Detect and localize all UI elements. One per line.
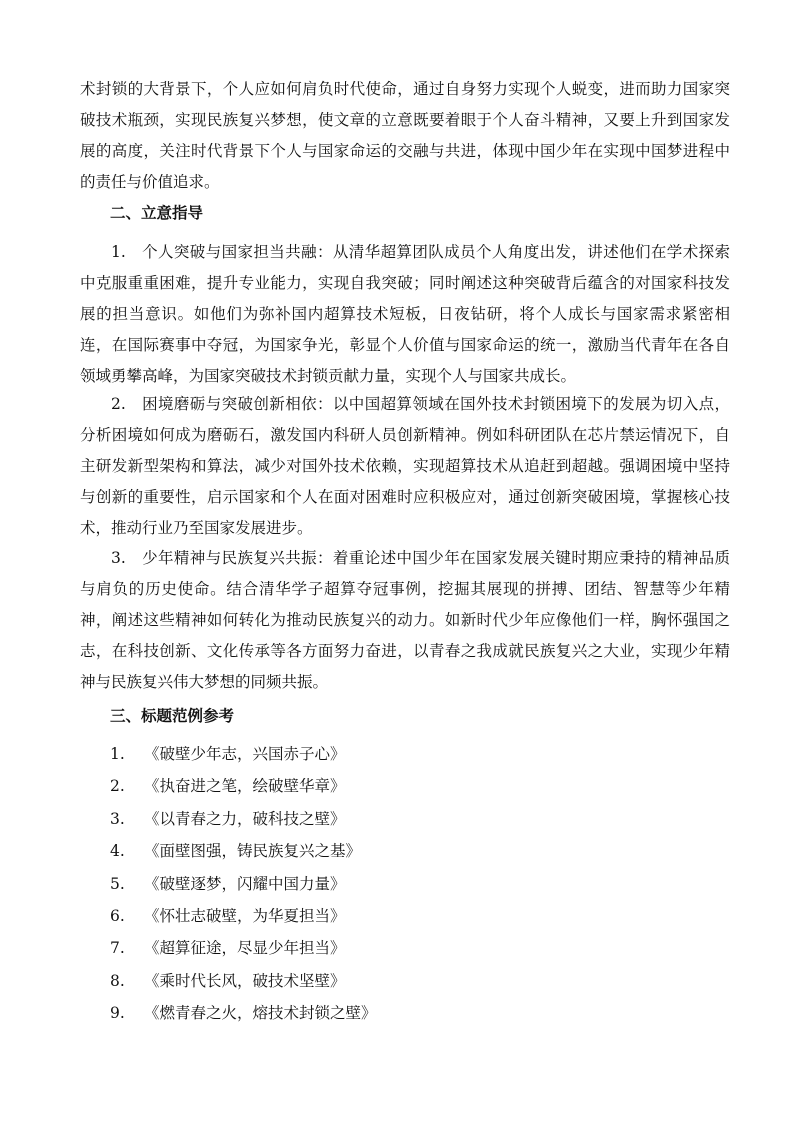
list-item-text: 《怀壮志破壁，为华夏担当》 [144,906,346,925]
list-item-number: 5. [110,874,125,893]
list-item [110,997,377,1029]
list-item-text: 《执奋进之笔，绘破壁华章》 [144,777,346,796]
guidance-item-2: 2. 困境磨砺与突破创新相依：以中国超算领域在国外技术封锁困境下的发展为切入点，分析困境如何成为磨砺石，激发国内科研人员创新精神。例如科研团队在芯片禁运情况下，自主研发新型架构和算法，减少对国外技术依赖，实现超算技术从追赶到超越。强调困境中坚持与创新的重要性，启示国家和个人在面对困难时应积极应对，通过创新突破困境，掌握核心技术，推动行业乃至国家发展进步。 [80,395,730,537]
title-examples-list [110,738,377,1030]
list-item [110,770,377,802]
section-heading-guidance: 二、立意指导 [110,204,204,222]
list-item-text: 《破壁逐梦，闪耀中国力量》 [144,874,346,893]
list-item-number: 4. [110,842,125,861]
list-item-text: 《破壁少年志，兴国赤子心》 [144,745,346,763]
list-item-number: 8. [110,971,125,990]
list-item-text: 《超算征途，尽显少年担当》 [144,939,346,958]
list-item-text: 《燃青春之火，熔技术封锁之壁》 [144,1004,377,1023]
list-item-number: 9. [110,1004,125,1023]
list-item [110,868,377,900]
list-item [110,932,377,964]
list-item [110,835,377,867]
list-item [110,738,377,770]
list-item-text: 《面壁图强，铸民族复兴之基》 [144,842,362,861]
guidance-item-1: 1. 个人突破与国家担当共融：从清华超算团队成员个人角度出发，讲述他们在学术探索中克服重重困难，提升专业能力，实现自我突破；同时阐述这种突破背后蕴含的对国家科技发展的担当意识。如他们为弥补国内超算技术短板，日夜钻研，将个人成长与国家需求紧密相连，在国际赛事中夺冠，为国家争光，彰显个人价值与国家命运的统一，激励当代青年在各自领域勇攀高峰，为国家突破技术封锁贡献力量，实现个人与国家共成长。 [80,243,730,385]
list-item [110,803,377,835]
list-item-number: 2. [110,777,125,796]
list-item [110,965,377,997]
list-item-number: 7. [110,939,125,958]
list-item-text: 《以青春之力，破科技之壁》 [144,809,346,828]
list-item-number: 1. [110,745,125,763]
list-item-number: 6. [110,906,125,925]
list-item-text: 《乘时代长风，破技术坚壁》 [144,971,346,990]
list-item [110,900,377,932]
guidance-item-3: 3. 少年精神与民族复兴共振：着重论述中国少年在国家发展关键时期应秉持的精神品质与肩负的历史使命。结合清华学子超算夺冠事例，挖掘其展现的拼搏、团结、智慧等少年精神，阐述这些精神如何转化为推动民族复兴的动力。如新时代少年应像他们一样，胸怀强国之志，在科技创新、文化传承等各方面努力奋进，以青春之我成就民族复兴之大业，实现少年精神与民族复兴伟大梦想的同频共振。 [80,549,730,691]
list-item-number: 3. [110,809,125,828]
section-heading-title-examples: 三、标题范例参考 [110,707,235,725]
intro-paragraph: 术封锁的大背景下，个人应如何肩负时代使命，通过自身努力实现个人蜕变，进而助力国家突破技术瓶颈，实现民族复兴梦想，使文章的立意既要着眼于个人奋斗精神，又要上升到国家发展的高度，关注时代背景下个人与国家命运的交融与共进，体现中国少年在实现中国梦进程中的责任与价值追求。 [80,80,730,191]
